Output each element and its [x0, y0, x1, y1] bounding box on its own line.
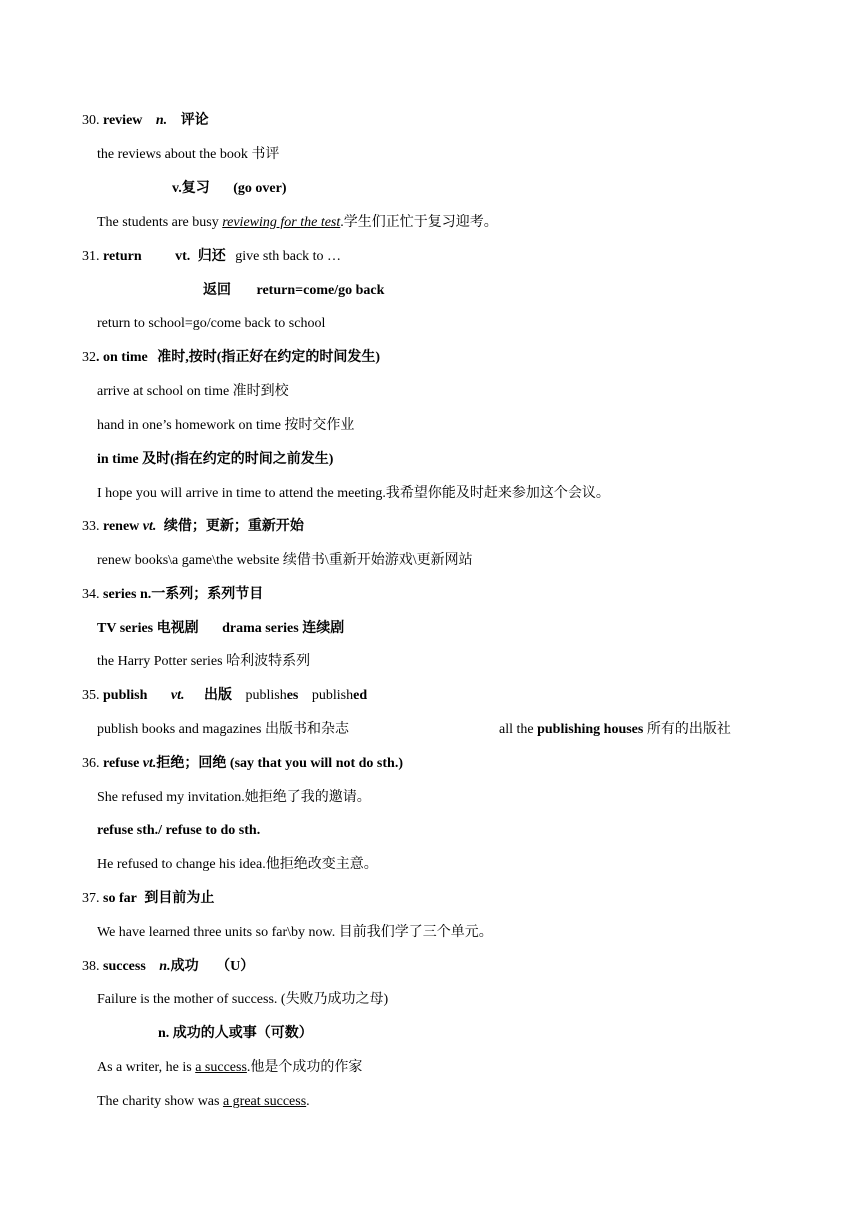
entry-33-head — [82, 518, 304, 536]
entry-word: return — [103, 249, 142, 264]
entry-meaning: 续借；更新；重新开始 — [163, 519, 304, 534]
example-text: As a writer, he is — [97, 1060, 196, 1075]
entry-note: （U） — [216, 959, 255, 974]
entry-number: 34. — [82, 587, 100, 602]
example-line — [97, 1059, 362, 1077]
part-of-speech: n. — [155, 113, 168, 128]
example-text: .学生们正忙于复习迎考。 — [340, 215, 498, 230]
verb-form-suffix: ed — [353, 688, 368, 703]
entry-number: 31. — [82, 249, 100, 264]
sub-meaning: v.复习 — [172, 181, 210, 196]
sub-meaning-line — [203, 282, 384, 300]
example-underlined: a great success — [222, 1094, 307, 1109]
entry-word: publish — [103, 688, 148, 703]
phrase: TV series 电视剧 — [97, 621, 199, 636]
entry-word: . on time — [96, 350, 148, 365]
sub-note: (go over) — [233, 181, 287, 196]
entry-meaning: 到目前为止 — [144, 891, 215, 906]
entry-meaning: 准时,按时(指正好在约定的时间发生) — [157, 350, 381, 365]
example-line: arrive at school on time 准时到校 — [97, 384, 289, 399]
example-bold: publishing houses — [537, 722, 644, 737]
example-text: . — [306, 1094, 310, 1109]
example-line: I hope you will arrive in time to attend the meeting.我希望你能及时赶来参加这个会议。 — [97, 486, 610, 501]
entry-meaning: 归还 — [197, 249, 226, 264]
entry-number: 35. — [82, 688, 100, 703]
entry-32-head — [82, 349, 380, 367]
example-text: The students are busy — [97, 215, 223, 230]
entry-37-head — [82, 890, 214, 908]
entry-meaning: n.一系列；系列节目 — [139, 587, 264, 602]
entry-number: 38. — [82, 959, 100, 974]
sub-meaning-line — [172, 180, 287, 198]
phrase: drama series 连续剧 — [222, 621, 345, 636]
entry-meaning: 成功 — [170, 959, 199, 974]
entry-word: success — [103, 959, 146, 974]
part-of-speech: vt. — [175, 249, 191, 264]
pattern-line: refuse sth./ refuse to do sth. — [97, 823, 261, 838]
entry-number: 36. — [82, 756, 100, 771]
example-line — [97, 214, 498, 232]
verb-form — [245, 688, 298, 703]
part-of-speech: n. — [159, 959, 171, 974]
sub-meaning: 返回 — [203, 283, 231, 298]
entry-meaning: 拒绝；回绝 (say that you will not do sth.) — [156, 756, 403, 771]
example-line: Failure is the mother of success. (失败乃成功之母) — [97, 992, 389, 1007]
sub-note: return=come/go back — [256, 283, 385, 298]
sub-heading: in time 及时(指在约定的时间之前发生) — [97, 452, 334, 467]
verb-form-base: publish — [245, 688, 287, 703]
entry-38-head — [82, 958, 254, 976]
entry-36-head — [82, 755, 403, 773]
entry-35-head — [82, 687, 367, 705]
entry-meaning: 评论 — [180, 113, 209, 128]
verb-form-suffix: es — [286, 688, 299, 703]
example-underlined: reviewing for the test — [222, 215, 341, 230]
entry-word: so far — [103, 891, 137, 906]
example-line: We have learned three units so far\by now. 目前我们学了三个单元。 — [97, 925, 493, 940]
part-of-speech: vt. — [142, 519, 157, 534]
example-text: all the — [499, 722, 538, 737]
verb-form — [312, 688, 367, 703]
example-line: He refused to change his idea.他拒绝改变主意。 — [97, 857, 378, 872]
sub-heading: n. 成功的人或事（可数） — [158, 1026, 313, 1041]
entry-number: 30. — [82, 113, 100, 128]
entry-word: series — [103, 587, 137, 602]
example-text: 所有的出版社 — [643, 722, 731, 737]
entry-word: review — [103, 113, 143, 128]
example-line: She refused my invitation.她拒绝了我的邀请。 — [97, 790, 371, 805]
example-line: renew books\a game\the website 续借书\重新开始游戏\更新网站 — [97, 553, 473, 568]
example-line: return to school=go/come back to school — [97, 316, 326, 331]
example-text: .他是个成功的作家 — [246, 1060, 363, 1075]
part-of-speech: vt. — [142, 756, 157, 771]
example-line: the Harry Potter series 哈利波特系列 — [97, 654, 311, 669]
verb-form-base: publish — [311, 688, 354, 703]
example-line: the reviews about the book 书评 — [97, 147, 280, 162]
example-line: publish books and magazines 出版书和杂志 — [97, 722, 349, 737]
entry-30-head — [82, 112, 209, 130]
entry-number: 33. — [82, 519, 100, 534]
entry-word: renew — [103, 519, 140, 534]
phrase-line — [97, 620, 344, 638]
entry-31-head — [82, 248, 341, 266]
part-of-speech: vt. — [170, 688, 185, 703]
example-line — [499, 721, 731, 739]
entry-meaning: 出版 — [203, 688, 232, 703]
example-text: The charity show was — [97, 1094, 223, 1109]
entry-word: refuse — [103, 756, 140, 771]
example-line — [97, 1093, 310, 1111]
entry-gloss: give sth back to … — [235, 249, 342, 264]
entry-number: 32 — [82, 350, 96, 365]
example-underlined: a success — [195, 1060, 247, 1075]
entry-34-head — [82, 586, 263, 604]
example-line: hand in one’s homework on time 按时交作业 — [97, 418, 355, 433]
entry-number: 37. — [82, 891, 100, 906]
